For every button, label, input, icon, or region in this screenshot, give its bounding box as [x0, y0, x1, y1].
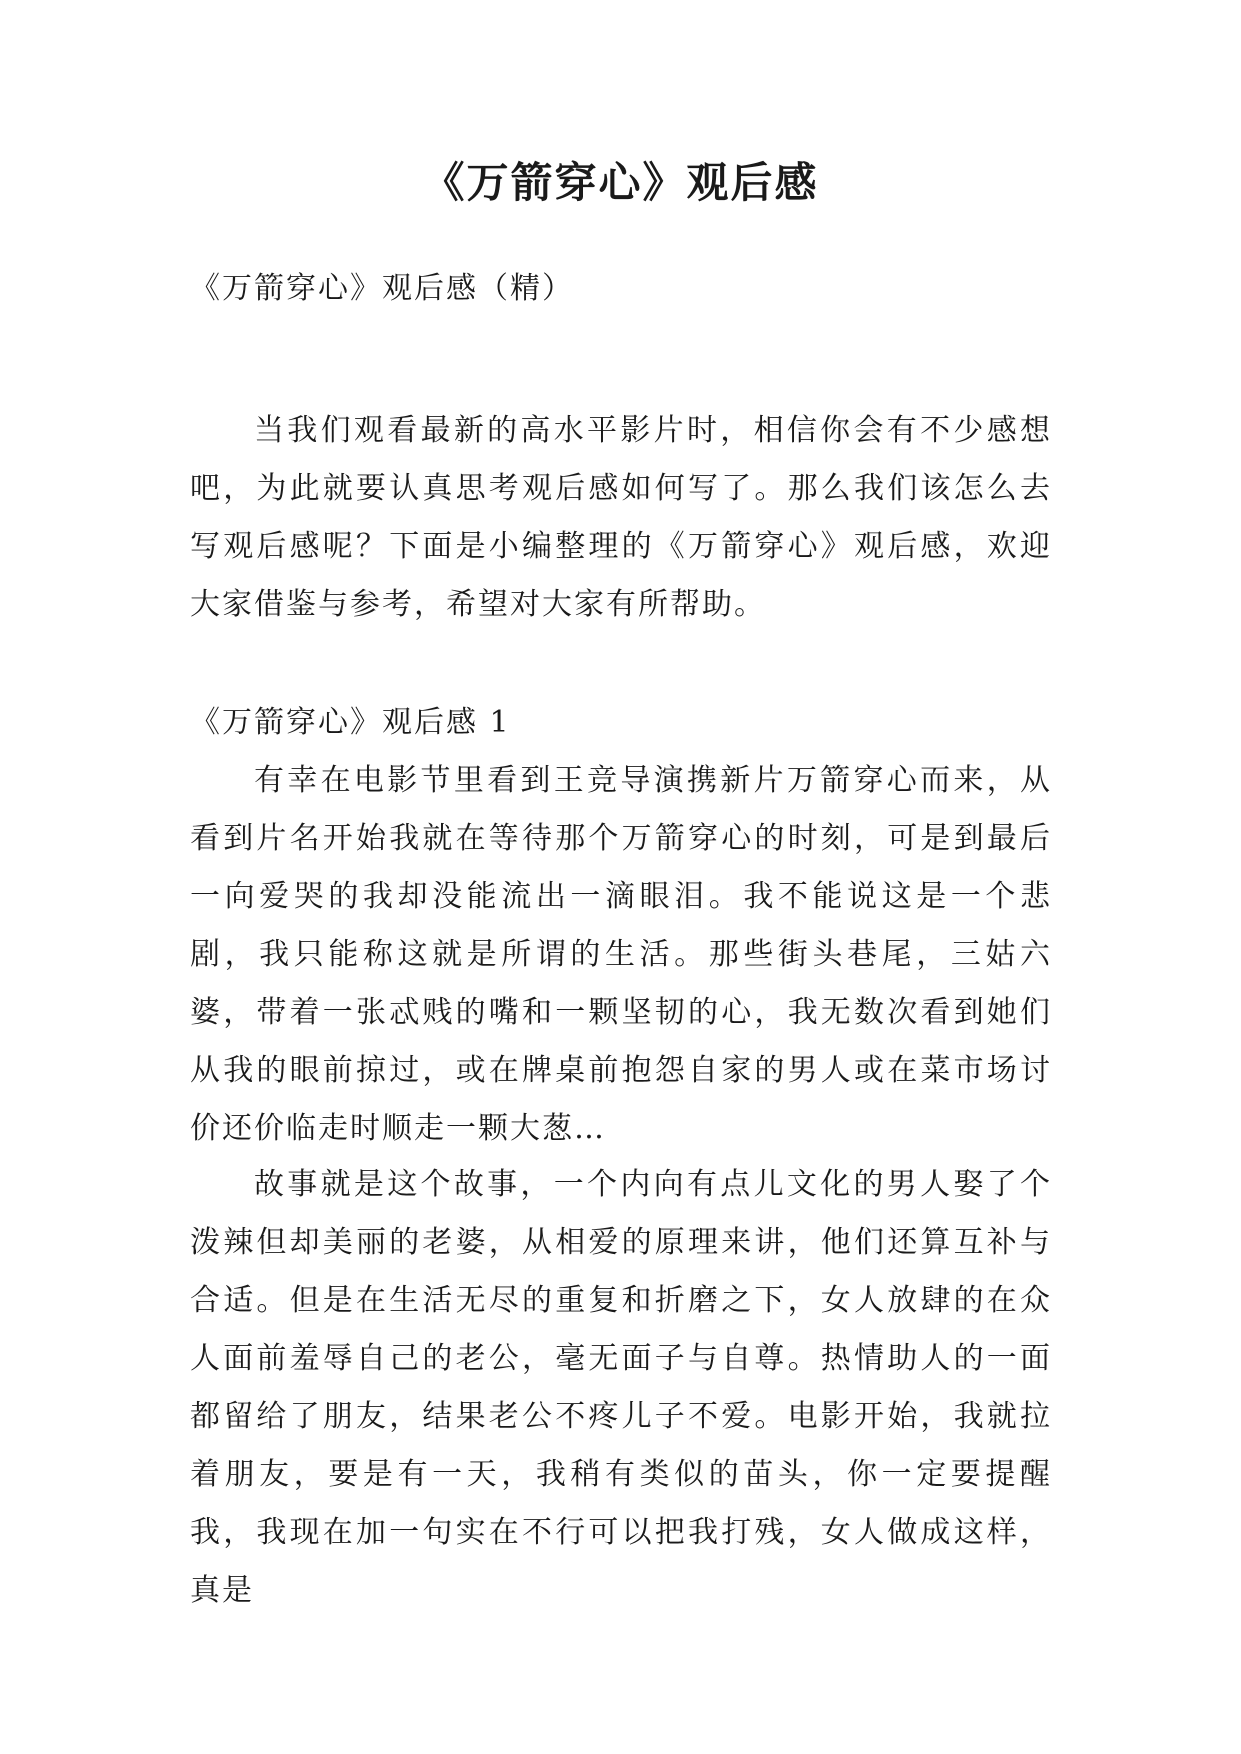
intro-paragraph: 当我们观看最新的高水平影片时，相信你会有不少感想吧，为此就要认真思考观后感如何写了。那么我们该怎么去写观后感呢？下面是小编整理的《万箭穿心》观后感，欢迎大家借鉴与参考，希望对大家有所帮助。 [190, 413, 1052, 622]
document-title: 《万箭穿心》观后感 [422, 158, 819, 207]
body-paragraph-1: 有幸在电影节里看到王竞导演携新片万箭穿心而来，从看到片名开始我就在等待那个万箭穿心的时刻，可是到最后一向爱哭的我却没能流出一滴眼泪。我不能说这是一个悲剧，我只能称这就是所谓的生活。那些街头巷尾，三姑六婆，带着一张忒贱的嘴和一颗坚韧的心，我无数次看到她们从我的眼前掠过，或在牌桌前抱怨自家的男人或在菜市场讨价还价临走时顺走一颗大葱… [190, 763, 1052, 1146]
body-paragraph-2: 故事就是这个故事，一个内向有点儿文化的男人娶了个泼辣但却美丽的老婆，从相爱的原理来讲，他们还算互补与合适。但是在生活无尽的重复和折磨之下，女人放肆的在众人面前羞辱自己的老公，毫无面子与自尊。热情助人的一面都留给了朋友，结果老公不疼儿子不爱。电影开始，我就拉着朋友，要是有一天，我稍有类似的苗头，你一定要提醒我，我现在加一句实在不行可以把我打残，女人做成这样，真是 [190, 1167, 1052, 1608]
document-subtitle: 《万箭穿心》观后感（精） [190, 271, 574, 306]
section-heading: 《万箭穿心》观后感 1 [190, 705, 511, 740]
